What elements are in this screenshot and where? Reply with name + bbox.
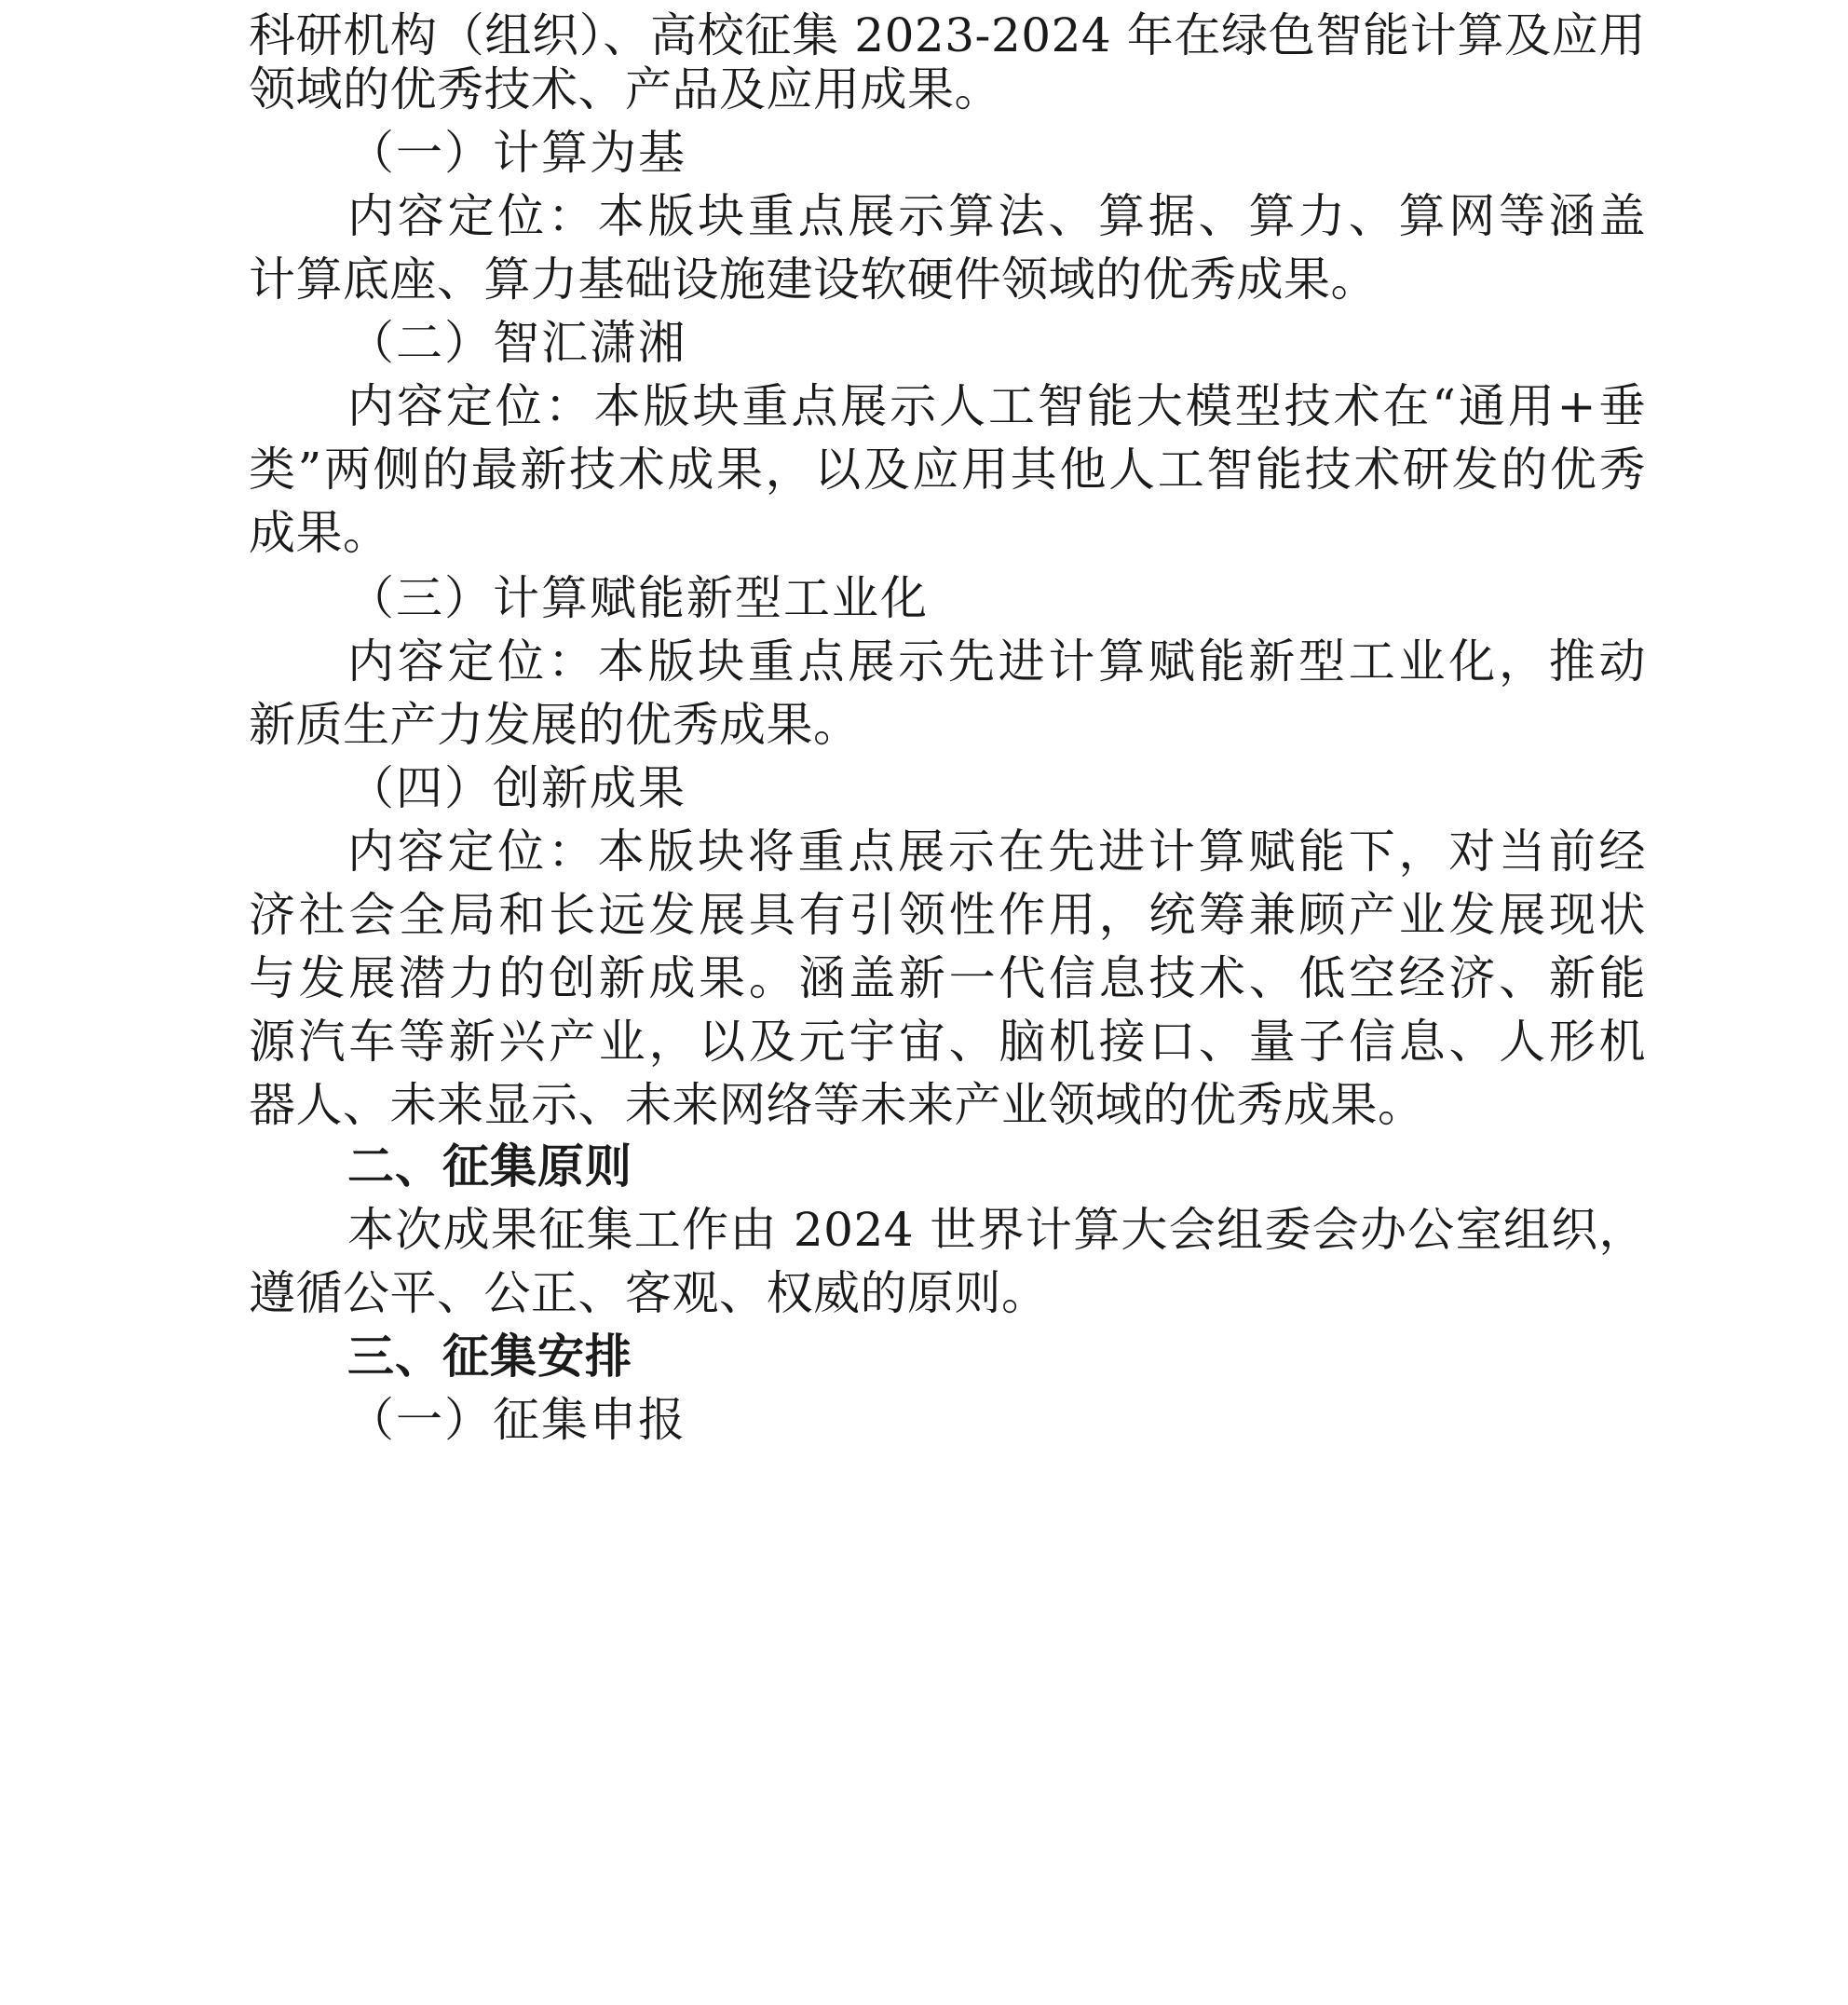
paragraph-line: 新质生产力发展的优秀成果。 — [249, 698, 861, 752]
paragraph-line: 遵循公平、公正、客观、权威的原则。 — [249, 1266, 1049, 1320]
paragraph-line: 源汽车等新兴产业，以及元宇宙、脑机接口、量子信息、人形机 — [249, 1015, 1646, 1069]
paragraph-line: 与发展潜力的创新成果。涵盖新一代信息技术、低空经济、新能 — [249, 951, 1646, 1005]
paragraph-line: 器人、未来显示、未来网络等未来产业领域的优秀成果。 — [249, 1078, 1425, 1132]
paragraph-line: 内容定位：本版块将重点展示在先进计算赋能下，对当前经 — [347, 825, 1646, 879]
paragraph-line: 内容定位：本版块重点展示人工智能大模型技术在“通用+垂 — [347, 379, 1646, 433]
section-subheading: （二）智汇潇湘 — [347, 316, 686, 370]
paragraph-line: 成果。 — [249, 506, 390, 560]
section-subheading: （一）征集申报 — [347, 1393, 686, 1447]
paragraph-line: 科研机构（组织）、高校征集 2023-2024 年在绿色智能计算及应用 — [249, 8, 1646, 62]
paragraph-line: 计算底座、算力基础设施建设软硬件领域的优秀成果。 — [249, 252, 1378, 307]
paragraph-line: 领域的优秀技术、产品及应用成果。 — [249, 62, 1001, 116]
paragraph-line: 本次成果征集工作由 2024 世界计算大会组委会办公室组织， — [347, 1203, 1646, 1257]
paragraph-line: 济社会全局和长远发展具有引领性作用，统筹兼顾产业发展现状 — [249, 888, 1646, 942]
paragraph-line: 内容定位：本版块重点展示算法、算据、算力、算网等涵盖 — [347, 189, 1646, 243]
section-heading: 三、征集安排 — [347, 1330, 632, 1384]
section-subheading: （一）计算为基 — [347, 126, 686, 180]
section-subheading: （三）计算赋能新型工业化 — [347, 571, 929, 625]
section-subheading: （四）创新成果 — [347, 761, 686, 815]
paragraph-line: 内容定位：本版块重点展示先进计算赋能新型工业化，推动 — [347, 634, 1646, 689]
section-heading: 二、征集原则 — [347, 1139, 632, 1193]
paragraph-line: 类”两侧的最新技术成果，以及应用其他人工智能技术研发的优秀 — [249, 443, 1646, 497]
